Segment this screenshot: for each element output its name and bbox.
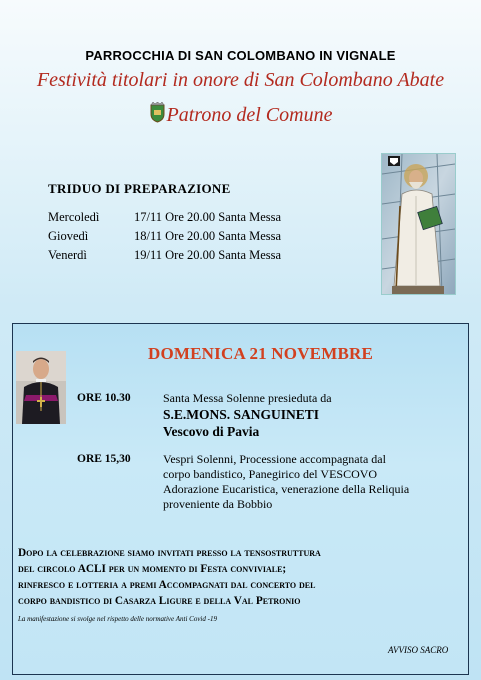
bishop-portrait-image — [16, 351, 66, 424]
parish-title: PARROCCHIA DI SAN COLOMBANO IN VIGNALE — [85, 48, 396, 63]
schedule-row — [48, 229, 281, 244]
bishop-illustration — [16, 351, 66, 424]
invitation-line: rinfresco e lotteria a premi Accompagnati dal concerto del — [18, 579, 316, 591]
event-description: Santa Messa Solenne presieduta da — [163, 391, 332, 405]
sacred-notice: AVVISO SACRO — [388, 645, 449, 655]
schedule-detail: 17/11 Ore 20.00 Santa Messa — [134, 210, 282, 224]
event-time: ORE 15,30 — [77, 453, 131, 465]
event-description: corpo bandistico, Panegirico del VESCOVO — [163, 467, 378, 481]
festivity-title: Festività titolari in onore di San Colombano Abate — [36, 69, 445, 91]
event-description: proveniente da Bobbio — [163, 497, 273, 511]
invitation-line: del circolo ACLI per un momento di Festa conviviale; — [18, 563, 287, 575]
schedule-day: Venerdì — [48, 248, 87, 262]
schedule-detail: 18/11 Ore 20.00 Santa Messa — [134, 229, 282, 243]
schedule-day: Mercoledì — [48, 210, 100, 224]
schedule-detail: 19/11 Ore 20.00 Santa Messa — [134, 248, 282, 262]
event-time: ORE 10.30 — [77, 392, 131, 404]
invitation-line: Dopo la celebrazione siamo invitati presso la tensostruttura — [18, 547, 321, 559]
triduo-heading: TRIDUO DI PREPARAZIONE — [48, 181, 231, 196]
patron-row — [0, 102, 481, 127]
event-description: Vespri Solenni, Processione accompagnata dal — [163, 452, 386, 466]
saint-colombano-image — [381, 153, 456, 295]
schedule-row — [48, 210, 281, 225]
invitation-text — [18, 545, 468, 609]
saint-illustration — [382, 154, 455, 294]
celebrant-name: S.E.MONS. SANGUINETI — [163, 407, 320, 422]
celebrant-title: Vescovo di Pavia — [163, 424, 260, 439]
schedule-day: Giovedì — [48, 229, 89, 243]
municipal-crest-icon — [149, 102, 166, 123]
invitation-line: corpo bandistico di Casarza Ligure e della Val Petronio — [18, 595, 301, 607]
sunday-heading: DOMENICA 21 NOVEMBRE — [148, 344, 374, 363]
covid-note: La manifestazione si svolge nel rispetto delle normative Anti Covid -19 — [18, 615, 217, 623]
patron-subtitle: Patrono del Comune — [166, 104, 333, 126]
schedule-row — [48, 248, 281, 263]
event-description: Adorazione Eucaristica, venerazione della Reliquia — [163, 482, 410, 496]
